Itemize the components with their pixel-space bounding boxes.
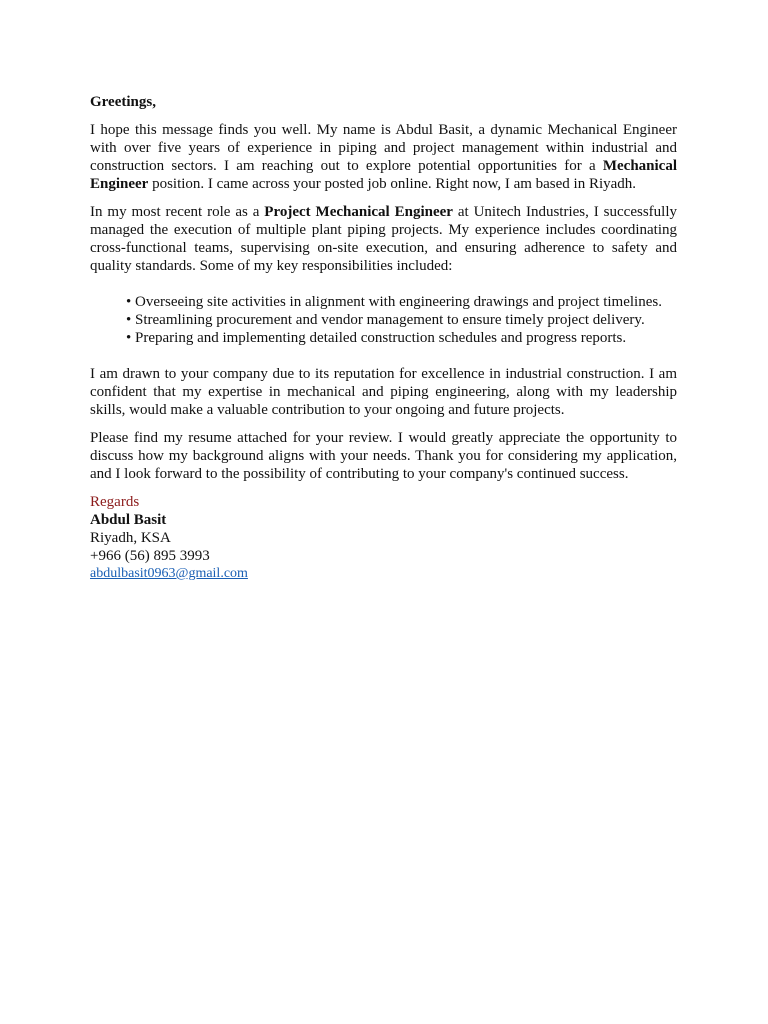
closing-paragraph: Please find my resume attached for your review. I would greatly appreciate the opportunity to discuss how my background aligns with your needs. Thank you for considering my application, and I look forward to the possibility of contributing to your company's continued success.	[90, 430, 677, 482]
list-item	[126, 329, 677, 347]
intro-text-start: I hope this message finds you well. My name is Abdul Basit, a dynamic Mechanical Engineer with over five years of experience in piping and project management within industrial and construction sectors. I am reaching out to explore potential opportunities for a	[90, 122, 677, 174]
signature-location: Riyadh, KSA	[90, 530, 171, 546]
experience-text-start: In my most recent role as a	[90, 204, 265, 220]
email-link[interactable]: abdulbasit0963@gmail.com	[90, 566, 248, 581]
intro-text-end: position. I came across your posted job online. Right now, I am based in Riyadh.	[148, 176, 637, 192]
intro-paragraph	[90, 121, 677, 193]
signoff: Regards	[90, 494, 140, 510]
experience-paragraph	[90, 203, 677, 275]
list-item	[126, 311, 677, 329]
intro-position-title: Mechanical Engineer	[90, 158, 677, 192]
list-item	[126, 293, 677, 311]
bullet-icon: •	[126, 312, 132, 328]
list-item-text: Preparing and implementing detailed construction schedules and progress reports.	[135, 330, 627, 346]
signature-phone: +966 (56) 895 3993	[90, 548, 210, 564]
experience-text-end: at Unitech Industries, I successfully managed the execution of multiple plant piping projects. My experience includes coordinating cross-functional teams, supervising on-site execution, and ensuring adherence to safety and quality standards. Some of my key responsibilities included:	[90, 204, 677, 274]
bullet-icon: •	[126, 294, 132, 310]
experience-role-title: Project Mechanical Engineer	[264, 204, 453, 220]
responsibilities-list	[90, 293, 677, 347]
greeting: Greetings,	[90, 94, 156, 110]
signature-name: Abdul Basit	[90, 512, 167, 528]
list-item-text: Overseeing site activities in alignment with engineering drawings and project timelines.	[135, 294, 662, 310]
bullet-icon: •	[126, 330, 132, 346]
cover-letter	[90, 93, 677, 583]
motivation-paragraph: I am drawn to your company due to its reputation for excellence in industrial construction. I am confident that my expertise in mechanical and piping engineering, along with my leadership skills, would make a valuable contribution to your ongoing and future projects.	[90, 366, 677, 418]
list-item-text: Streamlining procurement and vendor management to ensure timely project delivery.	[135, 312, 645, 328]
